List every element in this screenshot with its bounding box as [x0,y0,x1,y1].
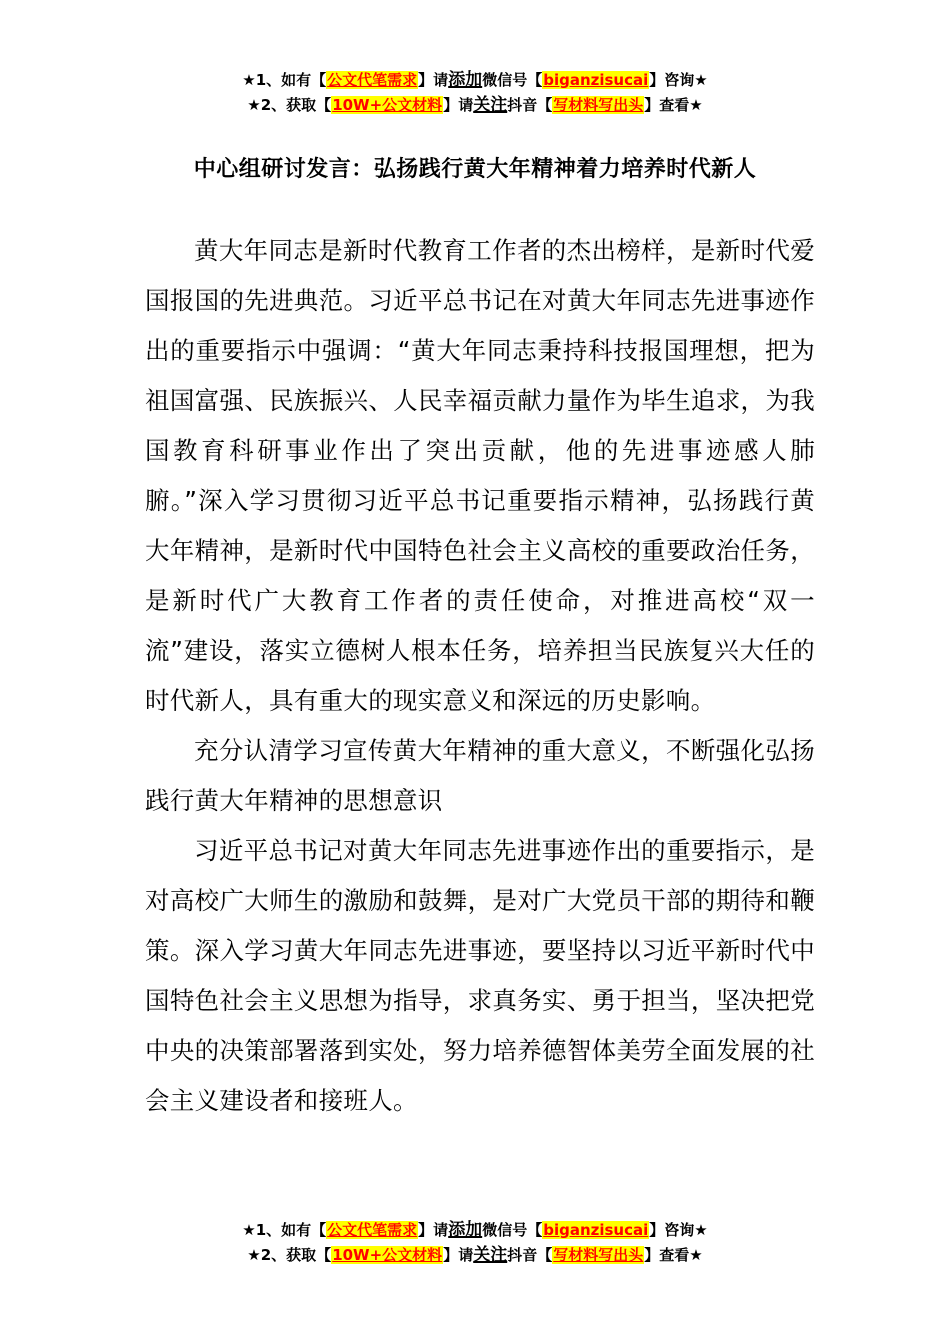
promo-text: 抖音【 [507,96,553,114]
header-promo-line-1 [0,68,950,93]
body-paragraph: 充分认清学习宣传黄大年精神的重大意义，不断强化弘扬践行黄大年精神的思想意识 [145,736,815,815]
promo-text: 抖音【 [507,1246,553,1264]
header-promo-line-2 [0,93,950,118]
footer-promo [0,1218,950,1268]
promo-highlight-douyin: 写材料写出头 [553,1246,644,1264]
promo-prefix: ★1、如有【 [242,71,327,89]
promo-emphasis: 添加 [448,1220,483,1240]
promo-prefix: ★2、获取【 [247,96,332,114]
promo-highlight-materials: 10W+公文材料 [332,96,443,114]
footer-promo-line-2 [0,1243,950,1268]
promo-emphasis: 添加 [448,70,483,90]
header-promo [0,68,950,118]
promo-text: 微信号【 [482,1221,543,1239]
promo-suffix: 】咨询★ [649,1221,708,1239]
promo-highlight-wechat-id: biganzisucai [543,71,649,89]
promo-emphasis: 关注 [473,95,508,115]
promo-suffix: 】查看★ [644,96,703,114]
promo-text: 】请 [418,71,449,89]
body-paragraph: 习近平总书记对黄大年同志先进事迹作出的重要指示，是对高校广大师生的激励和鼓舞，是对广大党员干部的期待和鞭策。深入学习黄大年同志先进事迹，要坚持以习近平新时代中国特色社会主义思想为指导，求真务实、勇于担当，坚决把党中央的决策部署落到实处，努力培养德智体美劳全面发展的社会主义建设者和接班人。 [145,836,815,1115]
promo-text: 】请 [418,1221,449,1239]
document-title: 中心组研讨发言：弘扬践行黄大年精神着力培养时代新人 [193,157,757,182]
document-body [145,226,815,1126]
promo-text: 】请 [443,96,474,114]
footer-promo-line-1 [0,1218,950,1243]
promo-highlight-service: 公文代笔需求 [327,1221,418,1239]
promo-text: 】请 [443,1246,474,1264]
promo-emphasis: 关注 [473,1245,508,1265]
promo-highlight-service: 公文代笔需求 [327,71,418,89]
promo-highlight-materials: 10W+公文材料 [332,1246,443,1264]
promo-prefix: ★1、如有【 [242,1221,327,1239]
body-paragraph: 黄大年同志是新时代教育工作者的杰出榜样，是新时代爱国报国的先进典范。习近平总书记在对黄大年同志先进事迹作出的重要指示中强调：“黄大年同志秉持科技报国理想，把为祖国富强、民族振兴、人民幸福贡献力量作为毕生追求，为我国教育科研事业作出了突出贡献，他的先进事迹感人肺腑。”深入学习贯彻习近平总书记重要指示精神，弘扬践行黄大年精神，是新时代中国特色社会主义高校的重要政治任务，是新时代广大教育工作者的责任使命，对推进高校“双一流”建设，落实立德树人根本任务，培养担当民族复兴大任的时代新人，具有重大的现实意义和深远的历史影响。 [145,236,815,715]
promo-highlight-wechat-id: biganzisucai [543,1221,649,1239]
promo-suffix: 】咨询★ [649,71,708,89]
promo-highlight-douyin: 写材料写出头 [553,96,644,114]
promo-text: 微信号【 [482,71,543,89]
promo-prefix: ★2、获取【 [247,1246,332,1264]
promo-suffix: 】查看★ [644,1246,703,1264]
